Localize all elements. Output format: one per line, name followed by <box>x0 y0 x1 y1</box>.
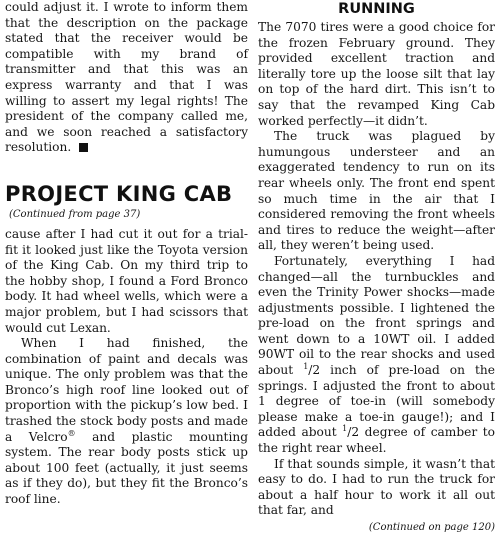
continued-on-note: (Continued on page 120) <box>368 522 495 533</box>
fraction-numerator: 1 <box>303 362 309 371</box>
fraction-numerator: 1 <box>342 424 348 434</box>
fraction-denominator: /2 <box>347 425 360 440</box>
paragraph-text: Fortunately, everything I had changed—all the turnbuckles and even the Trinity Power shocks—made adjustments possible. I lightened the pre-load on the front springs and went down to a 10WT oil. I added 90WT oil to the rear shocks and used about <box>258 253 495 378</box>
section-heading: RUNNING <box>338 1 415 17</box>
body-paragraph: The truck was plagued by humungous understeer and an exaggerated tendency to run on its rear wheels only. The front end spent so much time in the air that I considered removing the front wheels and tires to reduce the weight—after all, they weren’t being used. <box>258 129 495 253</box>
continued-from-note: (Continued from page 37) <box>9 208 141 220</box>
left-column <box>5 0 248 508</box>
body-paragraph: If that sounds simple, it wasn’t that easy to do. I had to run the truck for about a half hour to work it all out that far, and <box>258 456 495 518</box>
intro-paragraph-text: could adjust it. I wrote to inform them that the description on the package stated that the receiver would be compatible with my brand of transmitter and that this was an express warranty and that I was willing to assert my legal rights! The president of the company called me, and we soon reached a satisfactory resolution. <box>5 0 248 155</box>
paragraph-text: degree of camber to the right rear wheel. <box>258 425 495 456</box>
intro-paragraph <box>5 0 248 156</box>
end-of-article-mark <box>79 143 88 152</box>
registered-mark: ® <box>67 428 76 438</box>
paragraph-text: When I had finished, the combination of paint and decals was unique. The only problem was that the Bronco’s high roof line looked out of proportion with the pickup’s low bed. I trashed the stock body posts and made a Velcro <box>5 336 248 444</box>
article-heading: PROJECT KING CAB <box>5 181 233 206</box>
right-column <box>258 0 495 536</box>
body-paragraph: The 7070 tires were a good choice for the frozen February ground. They provided excellent traction and literally tore up the loose silt that lay on top of the hard dirt. This isn’t to say that the revamped King Cab worked perfectly—it didn’t. <box>258 20 495 128</box>
fraction-denominator: /2 <box>308 363 321 378</box>
paragraph-text: inch of pre-load on the springs. I adjusted the front to about 1 degree of toe-in (will somebody please make a toe-in gauge!); and I added about <box>258 363 495 440</box>
body-paragraph: cause after I had cut it out for a trial-fit it looked just like the Toyota version of the King Cab. On my third trip to the hobby shop, I found a Ford Bronco body. It had wheel wells, which were a major problem, but I had scissors that would cut Lexan. <box>5 226 248 335</box>
body-paragraph <box>5 336 248 508</box>
body-paragraph <box>258 254 495 457</box>
paragraph-text: and plastic mounting system. The rear body posts stick up about 100 feet (actually, it just seems as if they do), but they fit the Bronco’s roof line. <box>5 429 249 507</box>
